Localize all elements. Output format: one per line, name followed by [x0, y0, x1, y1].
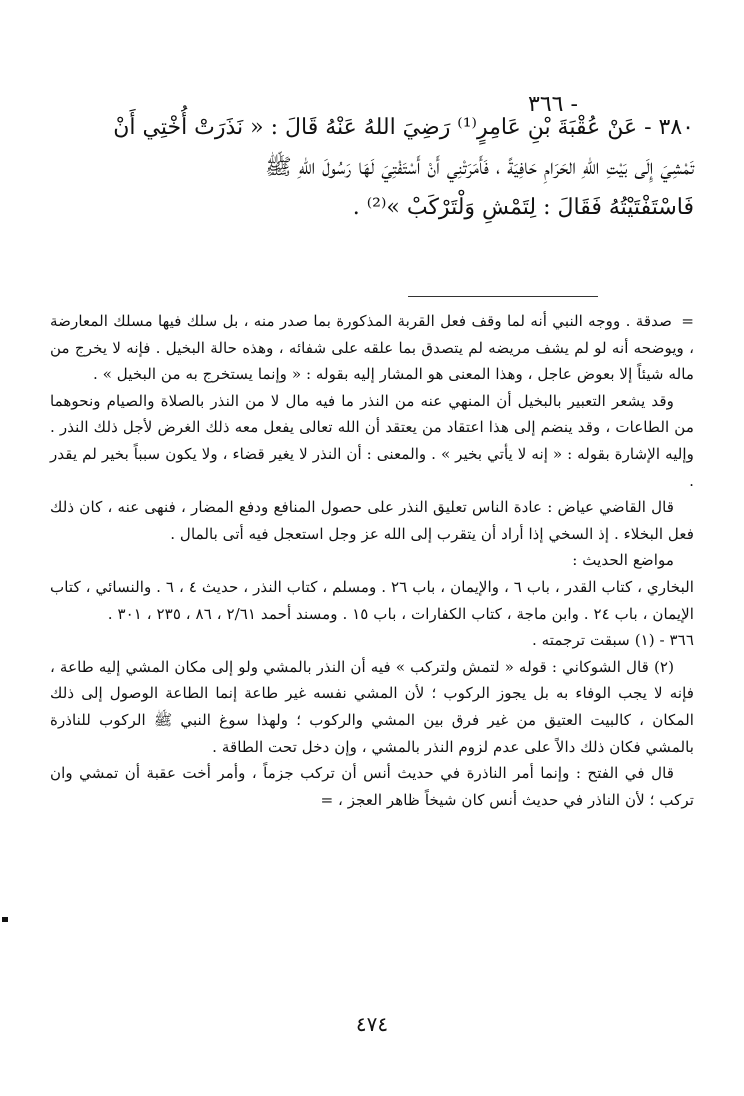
footnote-paragraph: وقد يشعر التعبير بالبخيل أن المنهي عنه من النذر ما فيه مال لا من النذر بالصلاة والصيام ونحوهما من الطاعات ، وقد ينضم إلى هذا اعتقاد من يعتقد أن الله تعالى يفعل معه ذلك الغرض لأجل ذلك النذر . وإليه الإشارة بقوله : « إنه لا يأتي بخير » . والمعنى : أن النذر لا يغير قضاء ، ولا يكون سبباً بخير لم يقدر . [50, 391, 694, 490]
margin-mark [2, 917, 8, 922]
hadith-line: ٣٨٠ - عَنْ عُقْبَةَ بْنِ عَامِرٍ⁽¹⁾ رَضِيَ اللهُ عَنْهُ قَالَ : « نَذَرَتْ أُخْتِي أَنْ [113, 115, 694, 140]
footnotes-block [50, 308, 694, 813]
page-number: ٤٧٤ [355, 1012, 389, 1036]
sources-list: البخاري ، كتاب القدر ، باب ٦ ، والإيمان ، باب ٢٦ . ومسلم ، كتاب النذر ، حديث ٤ ، ٦ . والنسائي ، كتاب الإيمان ، باب ٢٤ . وابن ماجة ، كتاب الكفارات ، باب ١٥ . ومسند أحمد ٢/٦١ ، ٨٦ ، ٢٣٥ ، ٣٠١ . [50, 577, 695, 623]
sources-heading: مواضع الحديث : [572, 551, 674, 570]
hadith-text [58, 108, 694, 228]
footnote-separator [408, 296, 598, 297]
continuation-end-symbol: = [320, 790, 334, 809]
footnote-text: قال في الفتح : وإنما أمر الناذرة في حديث أنس أن تركب جزماً ، وأمر أخت عقبة أن تمشي وان تركب ؛ لأن الناذر في حديث أنس كان شيخاً ظاهر العجز ، [50, 764, 694, 809]
footnote-3 [50, 760, 694, 813]
footnote-text: صدقة . ووجه النبي أنه لما وقف فعل القربة المذكورة بما صدر منه ، بل سلك فيها مسلك المعارضة ، ويوضحه أنه لو لم يشف مريضه لم يتصدق بما علقه على شفائه ، وهذه حالة البخيل . فإنه لا يخرج من ماله شيئاً إلا بعوض عاجل ، وهذا المعنى هو المشار إليه بقوله : « وإنما يستخرج به من البخيل » . [50, 312, 694, 384]
hadith-line: تَمْشِيَ إِلَى بَيْتِ اللهِ الحَرَامِ حَافِيَةً ، فَأَمَرَتْنِي أَنْ أَسْتَفْتِيَ لَهَا رَسُولَ اللهِ ﷺ [265, 155, 694, 180]
footnote-text: سبقت ترجمته . [531, 631, 630, 650]
footnote-paragraph: قال القاضي عياض : عادة الناس تعليق النذر على حصول المنافع ودفع المضار ، فنهى عنه ، كان ذلك فعل البخلاء . إذ السخي إذا أراد أن يتقرب إلى الله عز وجل استعجل فيه أتى بالمال . [50, 498, 694, 543]
footnote-1 [50, 627, 694, 654]
continuation-symbol: = [681, 312, 694, 330]
footnote-2: (٢) قال الشوكاني : قوله « لتمش ولتركب » فيه أن النذر بالمشي ولو إلى مكان المشي إليه طاعة ، فإنه لا يجب الوفاء به بل يجوز الركوب ؛ لأن المشي نفسه غير طاعة إنما الطاعة الوصول إلى ذلك المكان ، كالبيت العتيق من غير فرق بين المشي والركوب ؛ ولهذا سوغ النبي ﷺ الركوب للناذرة بالمشي فكان ذلك دالاً على عدم لزوم النذر بالمشي ، وإن دخل تحت الطاقة . [50, 657, 694, 756]
footnote-continuation-paragraph [50, 308, 694, 388]
footnote-label: ٣٦٦ - (١) [634, 631, 694, 650]
hadith-line: فَاسْتَفْتَيْتُهُ فَقَالَ : لِتَمْشِ وَلْتَرْكَبْ »⁽²⁾ . [352, 195, 694, 220]
hadith-number: ٣٦٦ - [528, 92, 578, 117]
